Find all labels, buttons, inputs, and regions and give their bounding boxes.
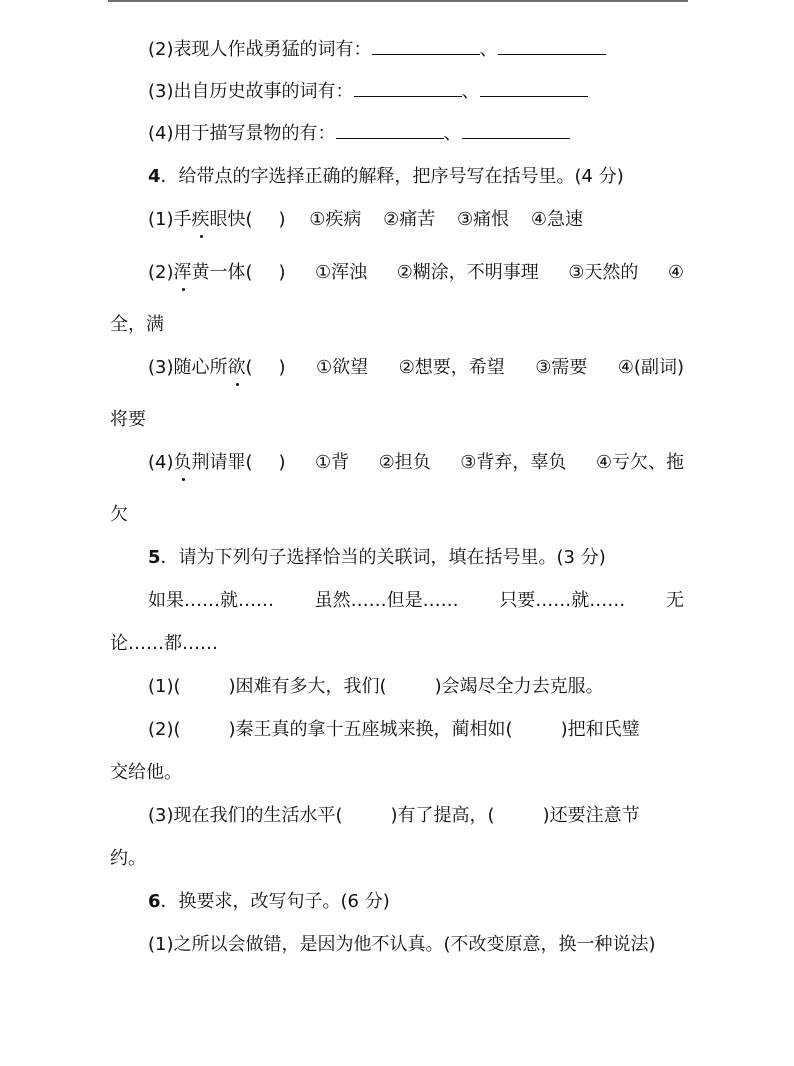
q4-title (148, 165, 624, 189)
option: ①疾病 (309, 209, 362, 230)
conjunction-option: 虽然……但是…… (314, 590, 459, 611)
dotted-char: 负 (173, 452, 192, 473)
conjunction-option: 如果……就…… (148, 590, 274, 611)
q4-item-3-continued: 将要 (110, 409, 146, 430)
q6-title (148, 890, 390, 914)
q5-sentence-2 (148, 718, 640, 742)
paren-close: ) (278, 452, 286, 473)
q4-number: 4 (148, 166, 161, 187)
paren-close: ) (278, 209, 286, 230)
q3-item-4 (148, 122, 570, 146)
sentence-text: )还要注意节 (542, 805, 640, 826)
option: ①浑浊 (315, 262, 368, 283)
q4-item-3-post: ( (245, 357, 253, 378)
q4-item-2-continued: 全，满 (110, 314, 164, 335)
q5-sentence-3 (148, 804, 640, 828)
option: ②糊涂，不明事理 (396, 262, 539, 283)
option: ②想要，希望 (398, 357, 505, 378)
conjunction-option: 无 (665, 590, 684, 611)
q5-sentence-2-continued: 交给他。 (110, 762, 182, 783)
q4-item-4-pre: (4) (148, 452, 174, 473)
dotted-char: 疾 (191, 209, 210, 230)
sentence-text: )困难有多大，我们( (228, 676, 387, 697)
top-rule (108, 0, 688, 2)
q4-item-3-pre: (3)随心所 (148, 357, 228, 378)
q4-item-2-post: 黄一体( (191, 262, 253, 283)
answer-blank[interactable] (480, 82, 588, 97)
q4-item-4-post: 荆请罪( (191, 452, 253, 473)
separator: 、 (461, 81, 480, 102)
answer-blank[interactable] (336, 124, 444, 139)
option: ③背弃，辜负 (460, 452, 567, 473)
dotted-char: 浑 (173, 262, 192, 283)
option: ④(副词) (617, 357, 684, 378)
option: ③需要 (535, 357, 588, 378)
q4-item-3 (148, 356, 684, 380)
option: ①背 (315, 452, 350, 473)
q4-item-1-pre: (1)手 (148, 209, 192, 230)
sentence-text: )会竭尽全力去克服。 (434, 676, 604, 697)
q5-word-bank (148, 589, 684, 613)
q3-item-4-text: (4)用于描写景物的有： (148, 123, 336, 144)
sentence-text: (3)现在我们的生活水平( (148, 805, 343, 826)
paren-close: ) (278, 357, 286, 378)
sentence-text: )秦王真的拿十五座城来换，蔺相如( (228, 719, 513, 740)
q5-word-bank-continued: 论……都…… (110, 633, 218, 654)
q6-number: 6 (148, 891, 161, 912)
q3-item-2 (148, 38, 606, 62)
q5-title-text: ．请为下列句子选择恰当的关联词，填在括号里。(3 分) (160, 547, 606, 568)
q3-item-2-text: (2)表现人作战勇猛的词有： (148, 39, 372, 60)
sentence-text: )把和氏璧 (560, 719, 640, 740)
option: ④ (667, 262, 684, 283)
separator: 、 (479, 39, 498, 60)
answer-blank[interactable] (498, 40, 606, 55)
sentence-text: )有了提高，( (390, 805, 495, 826)
option: ④急速 (530, 209, 584, 230)
q3-item-3-text: (3)出自历史故事的词有： (148, 81, 354, 102)
separator: 、 (443, 123, 462, 144)
option: ③天然的 (568, 262, 639, 283)
q4-item-2 (148, 261, 684, 285)
q4-item-4-continued: 欠 (110, 504, 128, 525)
dotted-char: 欲 (227, 357, 246, 378)
option: ②担负 (378, 452, 431, 473)
paren-close: ) (278, 262, 286, 283)
q4-item-2-pre: (2) (148, 262, 174, 283)
q3-item-3 (148, 80, 588, 104)
answer-blank[interactable] (354, 82, 462, 97)
conjunction-option: 只要……就…… (499, 590, 626, 611)
q6-sentence-1: (1)之所以会做错，是因为他不认真。(不改变原意，换一种说法) (148, 934, 656, 955)
option: ②痛苦 (383, 209, 436, 230)
q4-item-3-head (148, 356, 286, 380)
option: ①欲望 (316, 357, 369, 378)
answer-blank[interactable] (462, 124, 570, 139)
q4-title-text: ．给带点的字选择正确的解释，把序号写在括号里。(4 分) (160, 166, 624, 187)
q5-sentence-3-continued: 约。 (110, 848, 146, 869)
q4-item-1-post: 眼快( (209, 209, 253, 230)
option: ③痛恨 (457, 209, 510, 230)
q4-item-1 (148, 208, 583, 232)
q5-number: 5 (148, 547, 161, 568)
q4-item-4-head (148, 451, 286, 475)
sentence-text: (1)( (148, 676, 181, 697)
q5-title (148, 546, 606, 570)
q6-title-text: ．换要求，改写句子。(6 分) (160, 891, 390, 912)
q4-item-4 (148, 451, 684, 475)
q4-item-2-head (148, 261, 286, 285)
answer-blank[interactable] (372, 40, 480, 55)
q5-sentence-1 (148, 675, 604, 699)
option: ④亏欠、拖 (595, 452, 684, 473)
sentence-text: (2)( (148, 719, 181, 740)
